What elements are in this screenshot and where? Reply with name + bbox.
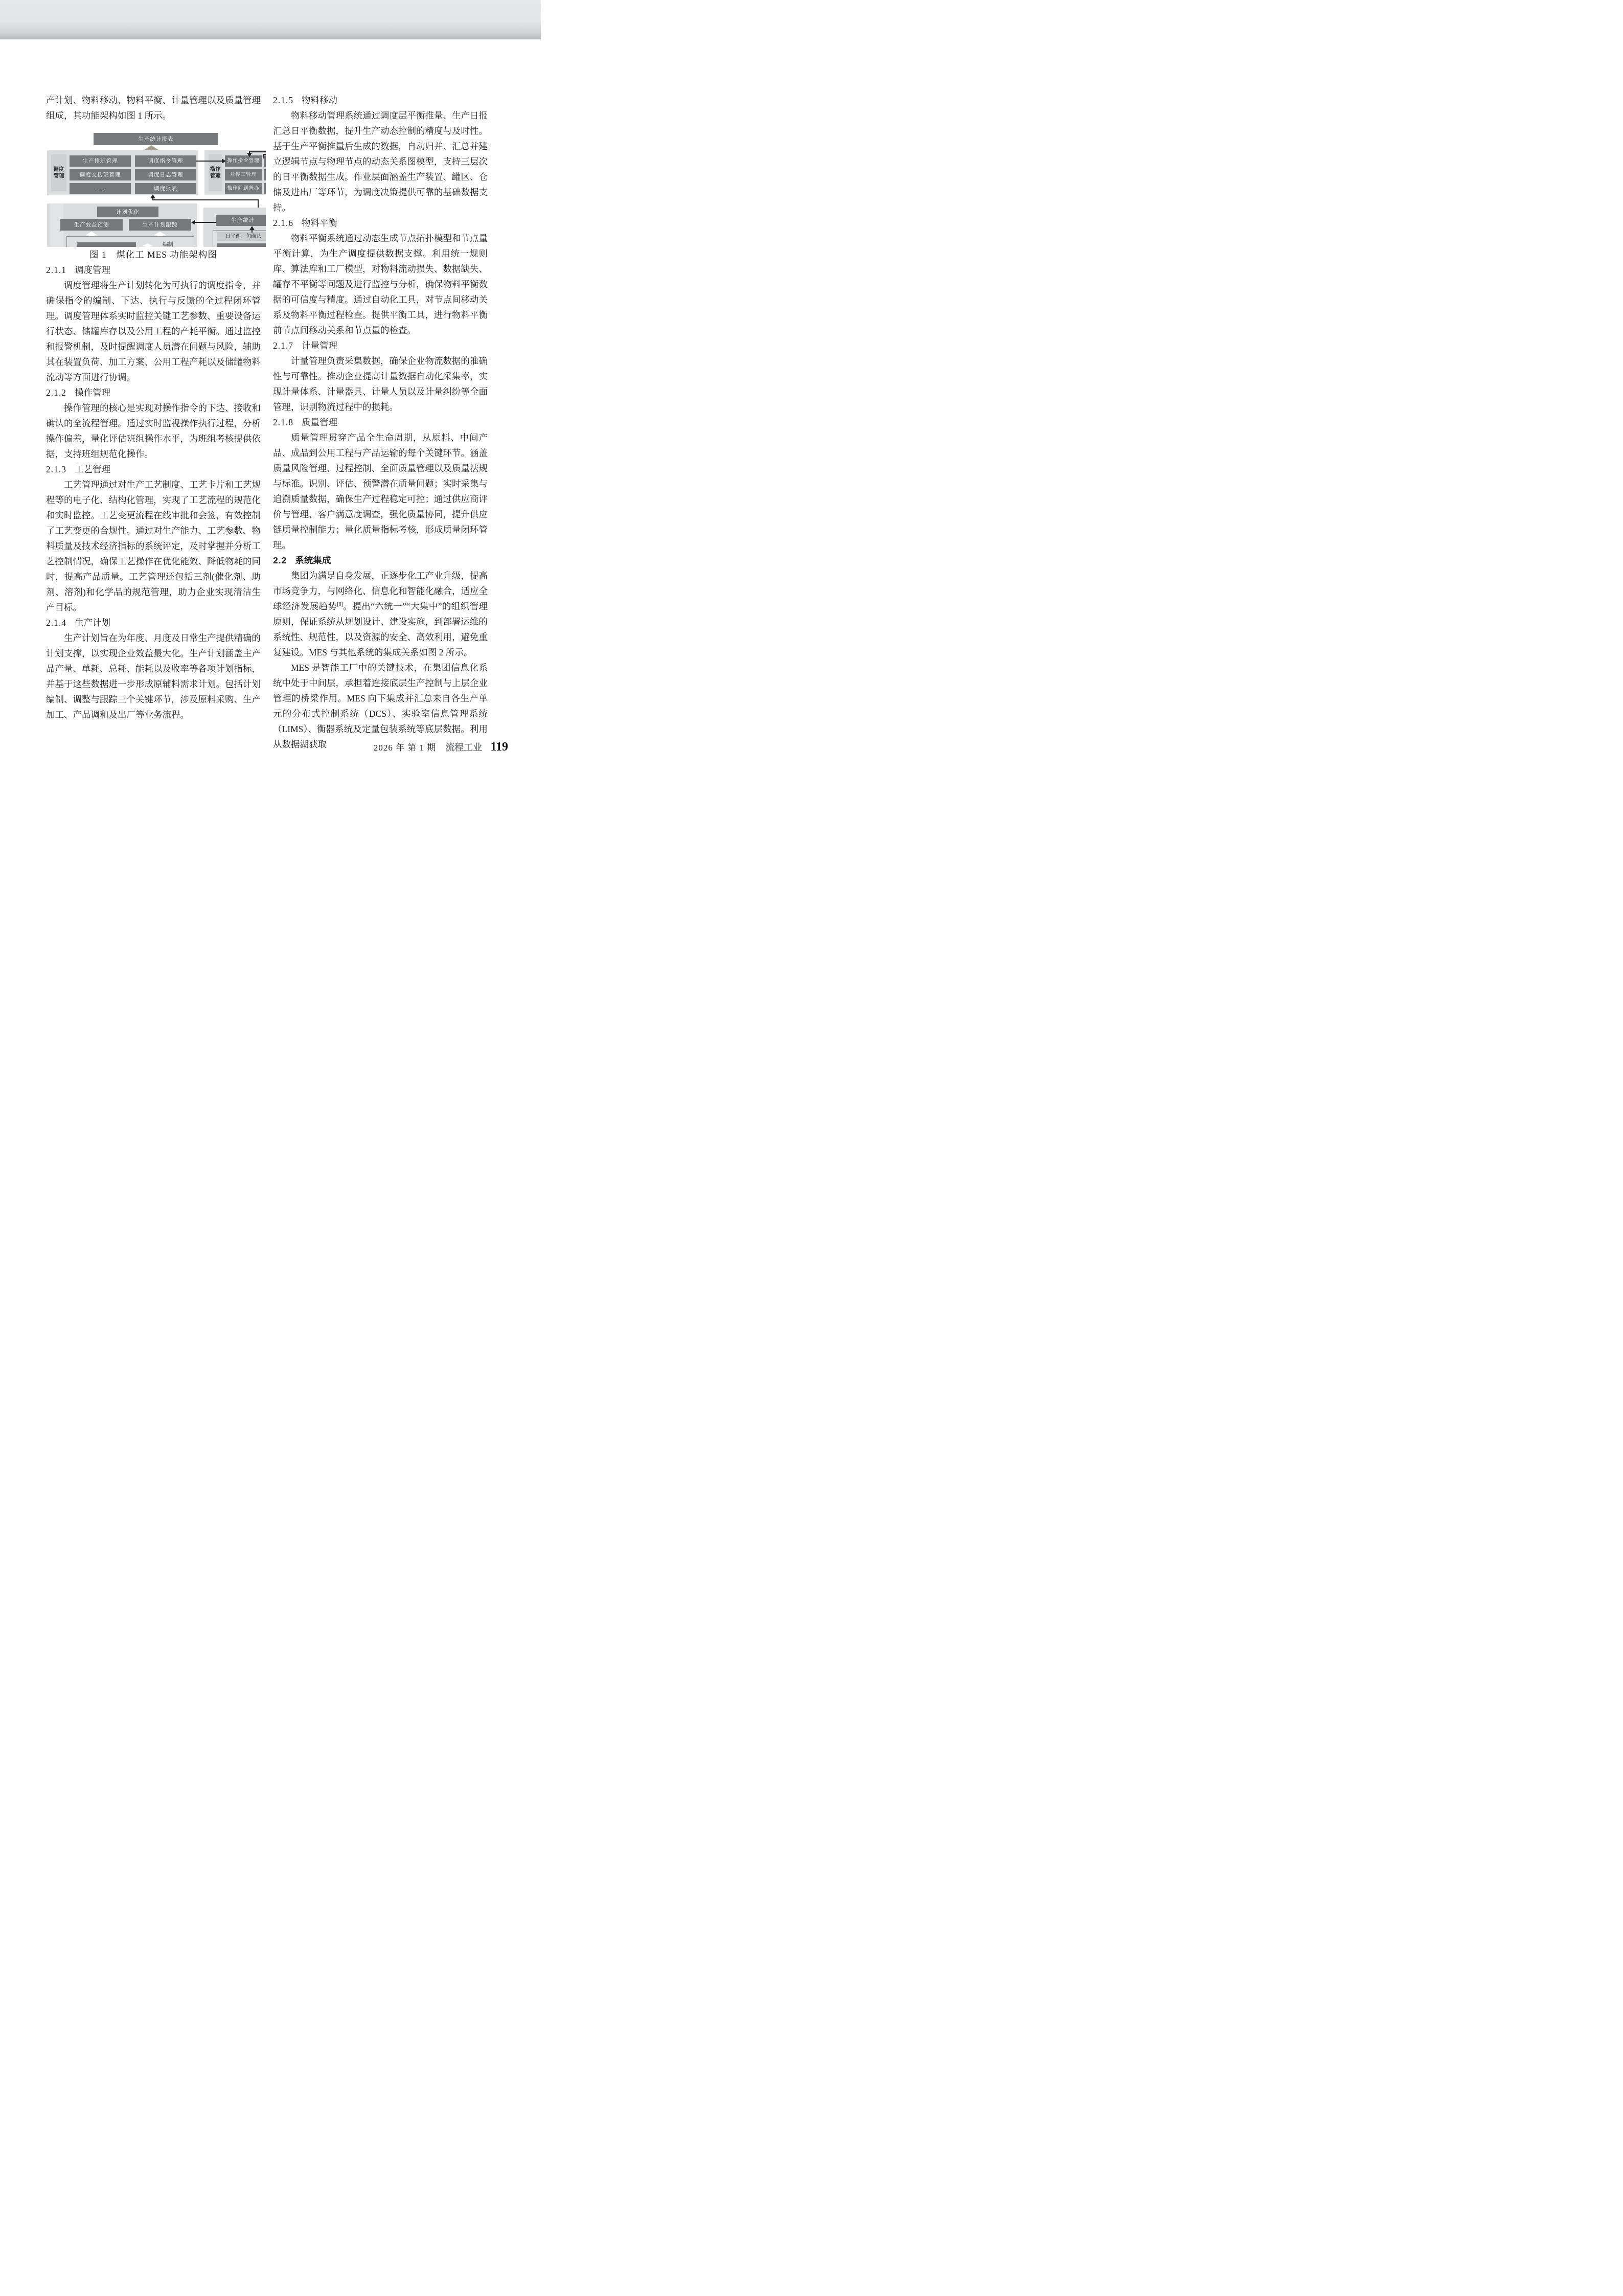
dispatch-label-line2: 管理 [53, 173, 64, 179]
paragraph-2-1-7: 计量管理负责采集数据，确保企业物流数据的准确性与可靠性。推动企业提高计量数据自动化采集率，实现计量体系、计量器具、计量人员以及计量纠纷等全面管理，识别物流过程中的损耗。 [273, 356, 488, 412]
box-daily-balance-confirm: 日平衡、旬确认 [217, 232, 266, 241]
heading-number: 2.1.6 [273, 218, 293, 228]
box-dispatch-report: 调度报表 [135, 183, 196, 194]
arrowhead-right-icon [222, 158, 226, 164]
paragraph-2-1-4: 生产计划旨在为年度、月度及日常生产提供精确的计划支撑，以实现企业效益最大化。生产计划涵盖主产品产量、单耗、总耗、能耗以及收率等各项计划指标，并基于这些数据进一步形成原辅料需求计划。包括计划编制、调整与跟踪三个关键环节，涉及原料采购、生产加工、产品调和及出厂等业务流程。 [46, 633, 261, 720]
page-footer [0, 740, 508, 754]
journal-page [0, 0, 541, 765]
heading-title: 物料移动 [302, 95, 337, 105]
heading-title: 系统集成 [295, 555, 331, 565]
box-operation-issue-followup: 操作问题督办 [225, 183, 262, 194]
box-production-stats-report: 生产统计报表 [94, 133, 218, 145]
figure-1-caption: 图 1 煤化工 MES 功能架构图 [89, 249, 217, 260]
heading-title: 生产计划 [75, 618, 110, 628]
box-dispatch-ellipsis: …… [70, 183, 131, 194]
dispatch-panel-label [51, 154, 66, 191]
footer-journal-name: 流程工业 [445, 742, 483, 753]
heading-title: 工艺管理 [75, 464, 110, 474]
arrow-line-balance-to-stats [252, 230, 253, 233]
arrow-line-dispatch-to-operation [196, 161, 222, 162]
clipped-box-sliver [264, 183, 266, 194]
heading-number: 2.1.7 [273, 340, 293, 351]
dispatch-label-line1: 调度 [53, 166, 64, 172]
arrow-line-stats-to-tracking [195, 222, 216, 223]
operation-label-line1: 操作 [210, 166, 221, 172]
heading-2-1-7 [273, 338, 488, 353]
figure-1-mes-architecture [46, 129, 266, 247]
heading-title: 物料平衡 [302, 218, 337, 228]
right-column [273, 93, 488, 752]
box-dispatch-log-mgmt: 调度日志管理 [135, 169, 196, 180]
footer-page-number: 119 [490, 740, 508, 754]
heading-number: 2.2 [273, 555, 287, 565]
paragraph-2-1-2: 操作管理的核心是实现对操作指令的下达、接收和确认的全流程管理。通过实时监视操作执行过程，分析操作偏差，量化评估班组操作水平，为班组考核提供依据，支持班组规范化操作。 [46, 403, 261, 459]
operation-label-line2: 管理 [210, 173, 221, 179]
paragraph-2-2-second: MES 是智能工厂中的关键技术，在集团信息化系统中处于中间层，承担着连接底层生产控制与上层企业管理的桥梁作用。MES 向下集成并汇总来自各生产单元的分布式控制系统（DCS）、实验室信息管理系统（LIMS）、衡器系统及定量包装系统等底层数据。利用从数据湖获取 [273, 663, 488, 749]
arrowhead-down-icon [247, 153, 252, 157]
page-top-scan-shadow [0, 0, 541, 39]
heading-2-1-6 [273, 215, 488, 231]
para-text: 。提出“六统一”“大集中”的组织管理原则，保证系统从规划设计、建设实施，到部署运维的系统性、规范性，以及资源的安全、高效利用，避免重复建设。MES 与其他系统的集成关系如图 2 所示。 [273, 601, 488, 657]
heading-2-1-8 [273, 415, 488, 430]
box-production-shift-mgmt: 生产排班管理 [70, 155, 131, 167]
paragraph-2-1-6: 物料平衡系统通过动态生成节点拓扑模型和节点量平衡计算，为生产调度提供数据支撑。利用统一规则库、算法库和工厂模型，对物料流动损失、数据缺失、罐存不平衡等问题及进行监控与分析，确保物料平衡数据的可信度与精度。通过自动化工具，对节点间移动关系及物料平衡过程检查。提供平衡工具，进行物料平衡前节点间移动关系和节点量的检查。 [273, 233, 488, 335]
paragraph-2-1-5: 物料移动管理系统通过调度层平衡推量、生产日报汇总日平衡数据，提升生产动态控制的精度与及时性。基于生产平衡推量后生成的数据，自动归并、汇总并建立逻辑节点与物理节点的动态关系图模型，支持三层次的日平衡数据生成。作业层面涵盖生产装置、罐区、仓储及进出厂等环节，为调度决策提供可靠的基础数据支持。 [273, 110, 488, 213]
arrowhead-left-icon [191, 220, 195, 225]
operation-panel-label [209, 154, 222, 191]
heading-number: 2.1.2 [46, 388, 66, 398]
heading-number: 2.1.4 [46, 618, 66, 628]
box-dispatch-order-mgmt: 调度指令管理 [135, 155, 196, 167]
heading-2-1-1 [46, 262, 261, 278]
clipped-box-bottom-right [217, 243, 266, 247]
box-production-stats-clipped: 生产统计 [216, 215, 266, 226]
clipped-box-bottom-left [77, 242, 136, 247]
heading-2-1-3 [46, 462, 261, 477]
label-compile-partial: 编制 [163, 241, 173, 247]
clipped-box-sliver [264, 169, 266, 180]
left-column [46, 93, 261, 722]
heading-2-2 [273, 553, 488, 568]
heading-title: 调度管理 [75, 265, 110, 275]
connector-h [152, 199, 259, 200]
box-operation-order-mgmt: 操作指令管理 [225, 155, 262, 167]
box-startup-shutdown-mgmt: 开停工管理 [225, 169, 262, 180]
heading-number: 2.1.5 [273, 95, 293, 105]
footer-issue: 2026 年 第 1 期 [373, 743, 437, 753]
paragraph-2-1-1: 调度管理将生产计划转化为可执行的调度指令，并确保指令的编制、下达、执行与反馈的全过程闭环管理。调度管理体系实时监控关键工艺参数、重要设备运行状态、储罐库存以及公用工程的产耗平衡。通过监控和报警机制，及时提醒调度人员潜在问题与风险，辅助其在装置负荷、加工方案、公用工程产耗以及储罐物料流动等方面进行协调。 [46, 280, 261, 382]
heading-title: 操作管理 [75, 388, 110, 398]
paragraph-2-1-8: 质量管理贯穿产品全生命周期，从原料、中间产品、成品到公用工程与产品运输的每个关键环节。涵盖质量风险管理、过程控制、全面质量管理以及质量法规与标准。识别、评估、预警潜在质量问题；实时采集与追溯质量数据，确保生产过程稳定可控；通过供应商评价与管理、客户满意度调查，强化质量协同，提升供应链质量控制能力；量化质量指标考核，形成质量闭环管理。 [273, 433, 488, 550]
paragraph-2-2-first [273, 568, 488, 660]
box-plan-optimization: 计划优化 [97, 207, 158, 217]
heading-2-1-4 [46, 615, 261, 630]
elbow-line-a-h [249, 151, 266, 152]
paragraph-2-1-3: 工艺管理通过对生产工艺制度、工艺卡片和工艺规程等的电子化、结构化管理，实现了工艺流程的规范化和实时监控。工艺变更流程在线审批和会签，有效控制了工艺变更的合规性。通过对生产能力、工艺参数、物料质量及技术经济指标的系统评定，及时掌握并分析工艺控制情况，确保工艺操作在优化能效、降低物耗的同时，提高产品质量。工艺管理还包括三剂(催化剂、助剂、溶剂)和化学品的规范管理，助力企业实现清洁生产目标。 [46, 480, 261, 612]
heading-number: 2.1.1 [46, 265, 66, 275]
box-production-plan-tracking: 生产计划跟踪 [129, 219, 191, 231]
heading-2-1-5 [273, 93, 488, 108]
heading-number: 2.1.8 [273, 417, 293, 427]
box-dispatch-handover-mgmt: 调度交接班管理 [70, 169, 131, 180]
intro-paragraph: 产计划、物料移动、物料平衡、计量管理以及质量管理组成，其功能架构如图 1 所示。 [46, 95, 261, 121]
para-text: 集团为满足自身发展，正逐步化工产业升级，提高市场竞争力，与网络化、信息化和智能化融合，适应全球经济发展趋势 [273, 571, 488, 611]
heading-title: 质量管理 [302, 417, 337, 427]
heading-title: 计量管理 [302, 340, 337, 351]
reference-8-superscript: [8] [337, 602, 344, 608]
clipped-box-sliver [264, 155, 266, 167]
elbow-line-b-v [263, 154, 264, 158]
heading-2-1-2 [46, 385, 261, 400]
box-production-benefit-forecast: 生产效益预测 [60, 219, 123, 231]
heading-number: 2.1.3 [46, 464, 66, 474]
